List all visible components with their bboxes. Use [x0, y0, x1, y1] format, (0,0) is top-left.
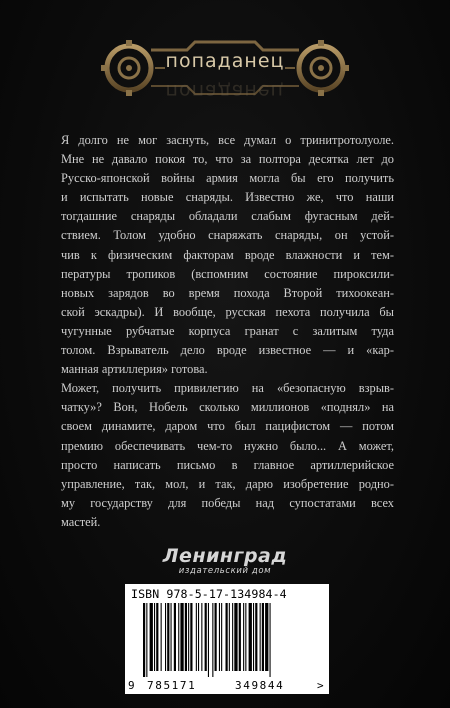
barcode-bar	[265, 603, 268, 671]
barcode-bar	[171, 603, 172, 671]
blurb-line: Может, получить привилегию на «безопасную взрыв-	[61, 381, 394, 396]
barcode-bar	[150, 603, 153, 671]
blurb-line: тогдашние снаряды обладали слабым фугасным дей-	[61, 209, 394, 224]
series-title: попаданец	[165, 50, 285, 72]
blurb-line: пературы тропиков (вспомним состояние пироксили-	[61, 266, 394, 281]
blurb-line: му государству для победы над супостатами всех	[61, 495, 394, 510]
barcode-end-mark: >	[317, 679, 324, 692]
blurb-line: ствием. Толом удобно снаряжать снаряды, он устой-	[61, 228, 394, 243]
barcode-bar	[154, 603, 155, 671]
barcode-bar	[196, 603, 197, 671]
barcode-bar	[253, 603, 254, 671]
barcode-bar	[178, 603, 179, 671]
series-emblem-frame	[95, 28, 355, 120]
blurb-line: мастей.	[61, 514, 101, 529]
publisher-name: Ленинград	[162, 545, 288, 567]
barcode-bar	[190, 603, 192, 671]
barcode-bar	[165, 603, 166, 671]
blurb-line: чугунные рубчатые корпуса гранат с залитым туда	[61, 323, 394, 338]
barcode-bar	[174, 603, 176, 671]
blurb-line: Я долго не мог заснуть, все думал о тринитротолуоле.	[61, 133, 394, 147]
barcode-bar	[219, 603, 220, 671]
barcode-bar	[239, 603, 241, 671]
barcode-bar	[188, 603, 189, 671]
barcode-group-right: 349844	[235, 679, 285, 692]
series-title-reflection: попаданец	[165, 80, 285, 102]
blurb-line: Русско-японской войны армия могла бы его получить	[61, 171, 394, 186]
blurb-line: своем динамите, даром что был пацифистом — потом	[61, 419, 394, 434]
barcode-bar	[201, 603, 202, 671]
barcode-bar	[234, 603, 237, 671]
barcode-bar	[245, 603, 246, 671]
blurb-line: новых зарядов во время похода Второй тихоокеан-	[61, 285, 394, 300]
barcode-bar	[229, 603, 230, 671]
barcode-bar	[205, 603, 207, 671]
publisher-subtitle: издательский дом	[178, 566, 272, 576]
barcode-bar	[255, 603, 257, 671]
blurb-line: Мне не давало покоя то, что за полтора десятка лет до	[61, 152, 394, 167]
isbn-number: ISBN 978-5-17-134984-4	[131, 587, 287, 601]
barcode-bar	[215, 603, 217, 671]
barcode-bar	[260, 603, 261, 671]
barcode-bar	[226, 603, 228, 671]
blurb-line: чатку»? Вон, Нобель сколько миллионов «поднял» на	[61, 400, 394, 415]
barcode-bar	[221, 603, 222, 671]
barcode-bar	[198, 603, 199, 671]
barcode-bar	[143, 603, 145, 677]
series-emblem	[95, 28, 355, 120]
blurb-line: и испытать новые снаряды. Известно же, что наши	[61, 190, 394, 205]
blurb-line: управление, так, мол, и так, дарю изобретение родно-	[61, 476, 394, 491]
barcode-bar	[167, 603, 169, 671]
barcode-bar	[270, 603, 271, 677]
publisher-logo	[145, 546, 305, 586]
barcode-bar	[212, 603, 213, 677]
blurb-line: ской эскадры). И вообще, русская пехота получила бы	[61, 304, 394, 319]
barcode-bar	[232, 603, 233, 671]
barcode-bars	[135, 603, 321, 677]
blurb-line: чив к физическим факторам вроде влажности и тем-	[61, 247, 394, 262]
blurb-line: премию обеспечивать чем-то нужно было... А может,	[61, 438, 394, 453]
barcode-bar	[262, 603, 264, 671]
barcode-bar	[249, 603, 252, 671]
blurb-line: просто написать письмо в главное артиллерийское	[61, 457, 394, 472]
barcode-bar	[243, 603, 244, 671]
barcode-panel	[125, 584, 329, 694]
barcode-group-left: 785171	[147, 679, 197, 692]
barcode-bar	[180, 603, 183, 671]
barcode-first-digit: 9	[128, 679, 135, 692]
barcode-bar	[146, 603, 147, 677]
barcode-bar	[161, 603, 162, 671]
barcode-bar	[185, 603, 187, 671]
barcode-bar	[156, 603, 158, 671]
barcode-bar	[208, 603, 209, 677]
blurb-text	[61, 131, 394, 532]
blurb-line: манная артиллерия» готова.	[61, 362, 208, 377]
blurb-line: толом. Взрыватель дело вроде известное — и «кар-	[61, 343, 394, 358]
